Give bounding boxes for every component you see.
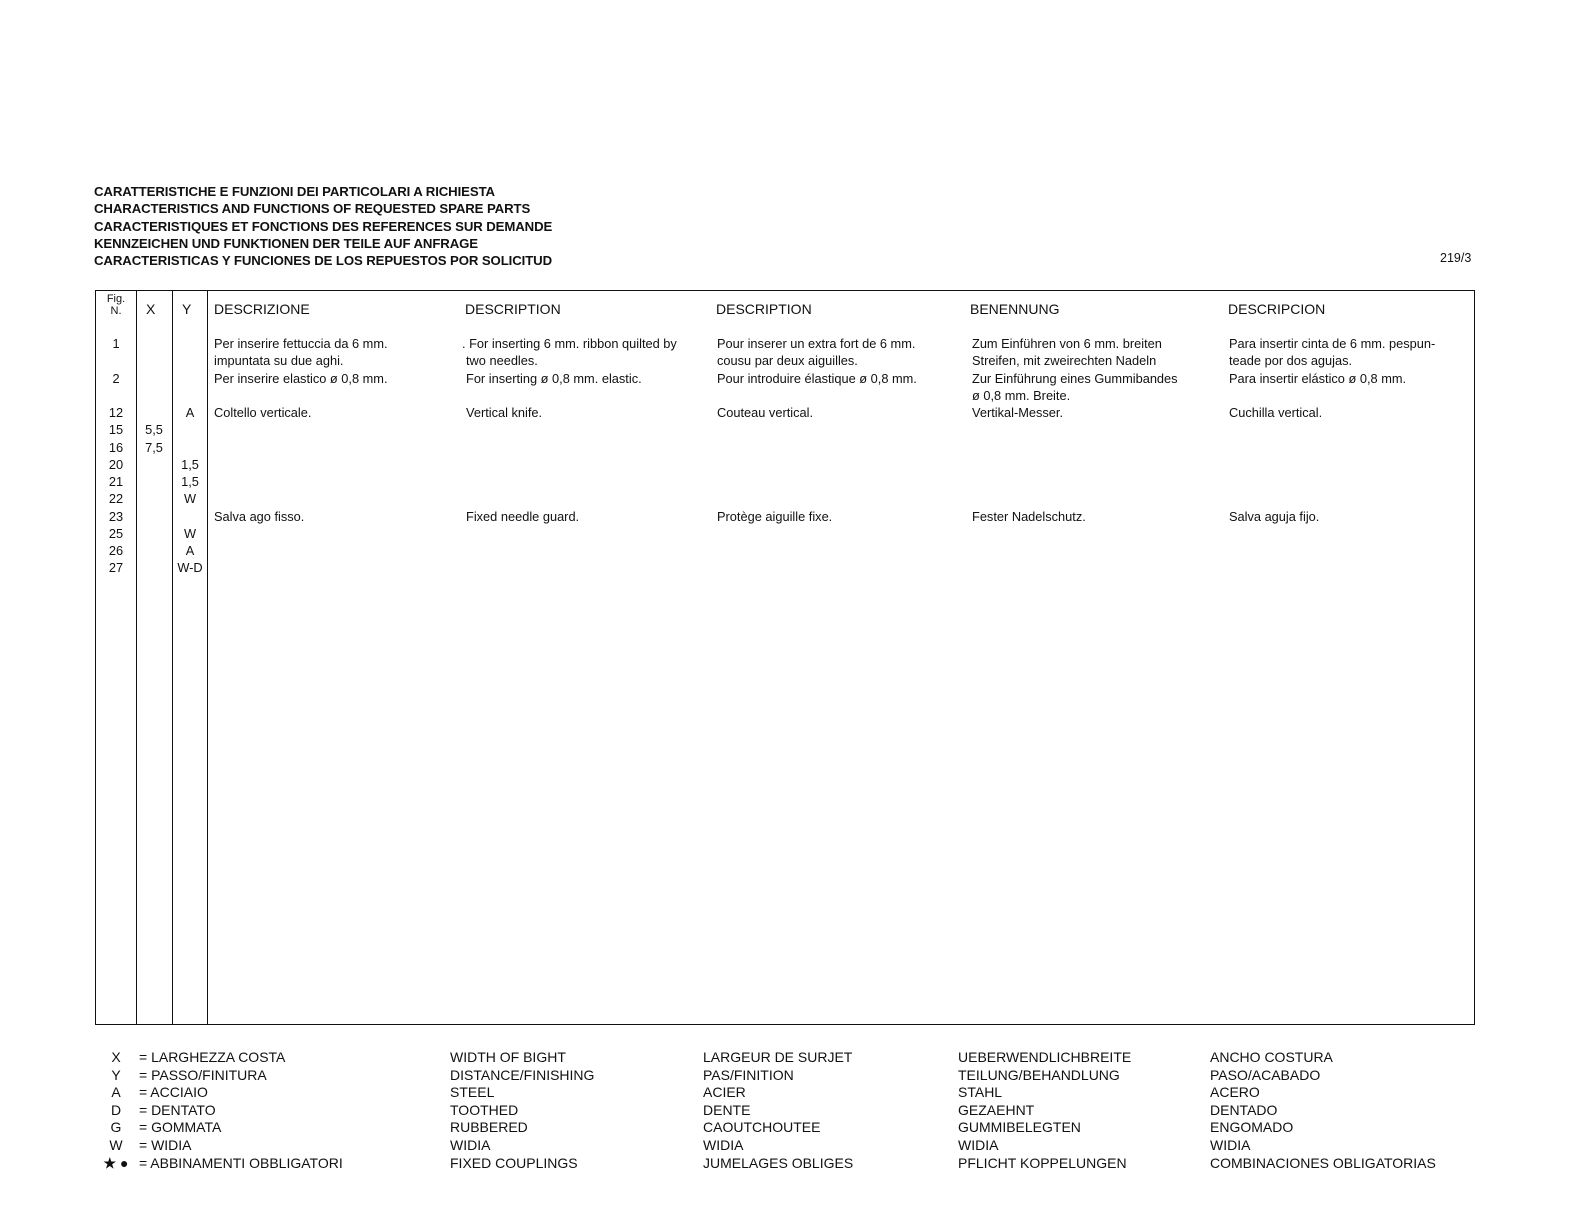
header-description-french: DESCRIPTION (716, 301, 812, 317)
fig-number: 2 (112, 371, 120, 386)
description-spanish: Para insertir cinta de 6 mm. pespun- (1229, 336, 1436, 351)
description-english: For inserting ø 0,8 mm. elastic. (466, 371, 642, 386)
legend-text: = WIDIA (139, 1136, 192, 1153)
description-french: Protège aiguille fixe. (717, 509, 833, 524)
description-german: Zum Einführen von 6 mm. breiten (972, 336, 1162, 351)
legend-text: ENGOMADO (1210, 1119, 1294, 1136)
fig-number: 16 (108, 440, 124, 455)
legend-text: PFLICHT KOPPELUNGEN (958, 1154, 1127, 1171)
legend-text: DISTANCE/FINISHING (450, 1066, 595, 1083)
legend-code: D (110, 1101, 122, 1118)
legend-text: COMBINACIONES OBLIGATORIAS (1210, 1154, 1436, 1171)
legend-text: DENTE (703, 1101, 751, 1118)
fig-number: 1 (112, 336, 120, 351)
legend-german (958, 1049, 1131, 1172)
legend-text: STAHL (958, 1084, 1003, 1101)
legend-row (93, 1119, 343, 1137)
legend-english (450, 1049, 594, 1172)
document-titles (94, 183, 552, 269)
legend-text: ANCHO COSTURA (1210, 1049, 1333, 1065)
description-german: Vertikal-Messer. (972, 405, 1064, 420)
title-french: CARACTERISTIQUES ET FONCTIONS DES REFERENCES SUR DEMANDE (94, 218, 553, 234)
column-divider (172, 291, 173, 1024)
description-german: ø 0,8 mm. Breite. (972, 388, 1071, 403)
legend-text: UEBERWENDLICHBREITE (958, 1049, 1132, 1065)
description-english: Fixed needle guard. (466, 509, 580, 524)
description-french: cousu par deux aiguilles. (717, 353, 858, 368)
legend-text: WIDTH OF BIGHT (450, 1049, 566, 1065)
legend-row (93, 1084, 343, 1102)
legend-text: = ACCIAIO (139, 1084, 208, 1101)
y-value: 1,5 (181, 457, 199, 472)
description-german: Streifen, mit zweirechten Nadeln (972, 353, 1157, 368)
spare-parts-table (95, 290, 1475, 1025)
description-italian: Salva ago fisso. (214, 509, 305, 524)
legend-text: ACIER (703, 1084, 746, 1101)
legend-french (703, 1049, 853, 1172)
description-italian: Coltello verticale. (214, 405, 312, 420)
legend-text: JUMELAGES OBLIGES (703, 1154, 854, 1171)
legend-text: = ABBINAMENTI OBBLIGATORI (139, 1154, 343, 1171)
column-divider (207, 291, 208, 1024)
description-english: Vertical knife. (466, 405, 543, 420)
legend-row (93, 1102, 343, 1120)
description-english: . For inserting 6 mm. ribbon quilted by (462, 336, 677, 351)
header-description-italian: DESCRIZIONE (214, 301, 310, 317)
description-french: Pour introduire élastique ø 0,8 mm. (717, 371, 917, 386)
header-description-spanish: DESCRIPCION (1228, 301, 1326, 317)
fig-number: 22 (108, 491, 124, 506)
legend-text: RUBBERED (450, 1119, 528, 1136)
legend-code: A (111, 1084, 121, 1101)
description-french: Couteau vertical. (717, 405, 814, 420)
fig-number: 21 (108, 474, 124, 489)
description-italian: Per inserire fettuccia da 6 mm. (214, 336, 388, 351)
header-fig-label: Fig. (106, 293, 126, 305)
legend-spanish (1210, 1049, 1436, 1172)
legend-text: GEZAEHNT (958, 1101, 1035, 1118)
legend-text: WIDIA (958, 1136, 999, 1153)
legend-text: TOOTHED (450, 1101, 519, 1118)
legend-text: TEILUNG/BEHANDLUNG (958, 1066, 1120, 1083)
legend-text: CAOUTCHOUTEE (703, 1119, 821, 1136)
legend-code: ★ ● (103, 1154, 129, 1171)
legend-text: PAS/FINITION (703, 1066, 794, 1083)
header-description-english: DESCRIPTION (465, 301, 561, 317)
title-italian: CARATTERISTICHE E FUNZIONI DEI PARTICOLARI A RICHIESTA (94, 184, 495, 199)
page-number: 219/3 (1440, 251, 1472, 265)
x-value: 7,5 (145, 440, 163, 455)
header-benennung-german: BENENNUNG (970, 301, 1060, 317)
legend-text: STEEL (450, 1084, 495, 1101)
legend-text: = GOMMATA (139, 1119, 222, 1136)
legend-code: G (110, 1119, 122, 1136)
legend-text: GUMMIBELEGTEN (958, 1119, 1081, 1136)
legend-text: PASO/ACABADO (1210, 1066, 1321, 1083)
fig-number: 26 (108, 543, 124, 558)
legend-code: Y (111, 1066, 121, 1083)
title-english: CHARACTERISTICS AND FUNCTIONS OF REQUESTED SPARE PARTS (94, 201, 531, 217)
fig-number: 12 (108, 405, 124, 420)
y-value: W (183, 526, 197, 541)
legend-text: ACERO (1210, 1084, 1260, 1101)
y-value: A (185, 405, 195, 420)
description-spanish: Salva aguja fijo. (1229, 509, 1320, 524)
y-value: W (183, 491, 197, 506)
legend-text: DENTADO (1210, 1101, 1278, 1118)
y-value: 1,5 (181, 474, 199, 489)
description-german: Fester Nadelschutz. (972, 509, 1086, 524)
legend-row (93, 1049, 343, 1067)
description-spanish: Para insertir elástico ø 0,8 mm. (1229, 371, 1407, 386)
legend-code: W (109, 1136, 123, 1153)
description-french: Pour inserer un extra fort de 6 mm. (717, 336, 916, 351)
header-fig (96, 293, 136, 317)
y-value: W-D (177, 560, 203, 575)
legend-text: FIXED COUPLINGS (450, 1154, 578, 1171)
legend-row (93, 1155, 343, 1173)
header-y: Y (182, 301, 192, 317)
legend-italian (93, 1049, 343, 1172)
description-spanish: Cuchilla vertical. (1229, 405, 1323, 420)
legend-row (93, 1137, 343, 1155)
legend-code: X (111, 1049, 121, 1065)
column-divider (136, 291, 137, 1024)
header-fig-number-label: N. (110, 305, 122, 317)
description-italian: impuntata su due aghi. (214, 353, 344, 368)
legend-text: WIDIA (450, 1136, 491, 1153)
legend-text: WIDIA (1210, 1136, 1251, 1153)
description-english: two needles. (466, 353, 538, 368)
legend-text: = PASSO/FINITURA (139, 1066, 267, 1083)
legend-row (93, 1067, 343, 1085)
x-value: 5,5 (145, 422, 163, 437)
description-italian: Per inserire elastico ø 0,8 mm. (214, 371, 388, 386)
fig-number: 23 (108, 509, 124, 524)
fig-number: 15 (108, 422, 124, 437)
fig-number: 27 (108, 560, 124, 575)
legend-text: LARGEUR DE SURJET (703, 1049, 853, 1065)
description-spanish: teade por dos agujas. (1229, 353, 1353, 368)
title-spanish: CARACTERISTICAS Y FUNCIONES DE LOS REPUESTOS POR SOLICITUD (94, 253, 553, 269)
y-value: A (185, 543, 195, 558)
legend-text: = DENTATO (139, 1101, 216, 1118)
title-german: KENNZEICHEN UND FUNKTIONEN DER TEILE AUF ANFRAGE (94, 235, 478, 251)
fig-number: 25 (108, 526, 124, 541)
fig-number: 20 (108, 457, 124, 472)
legend-text: = LARGHEZZA COSTA (139, 1049, 286, 1065)
header-x: X (146, 301, 156, 317)
description-german: Zur Einführung eines Gummibandes (972, 371, 1178, 386)
legend-text: WIDIA (703, 1136, 744, 1153)
